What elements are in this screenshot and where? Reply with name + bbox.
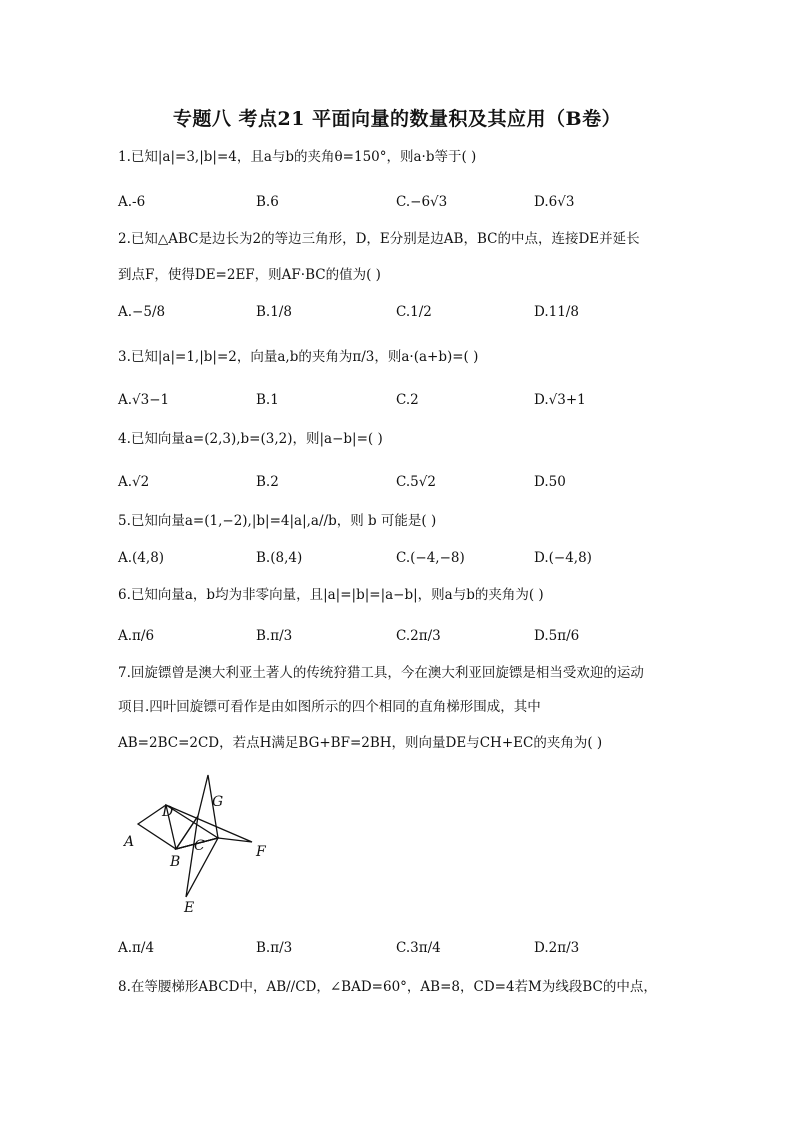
label-d: D [162,804,174,820]
label-f: F [256,844,266,860]
options-2 [118,304,678,340]
options-4 [118,474,678,510]
option-d[interactable]: D.6√3 [534,194,575,210]
option-d[interactable]: D.(−4,8) [534,550,592,566]
option-a[interactable]: A.π/4 [118,940,155,956]
option-a[interactable]: A.√2 [118,474,150,490]
option-b[interactable]: B.2 [256,474,279,490]
question-6: 6.已知向量a，b均为非零向量，且|a|=|b|=|a−b|，则a与b的夹角为( ) [118,587,544,603]
option-c[interactable]: C.2 [396,392,419,408]
question-2-line-2: 到点F，使得DE=2EF，则AF·BC的值为( ) [118,267,381,283]
question-7-line-2: 项目.四叶回旋镖可看作是由如图所示的四个相同的直角梯形围成，其中 [118,699,541,715]
options-6 [118,628,678,664]
option-b[interactable]: B.1 [256,392,279,408]
options-1 [118,194,678,230]
option-d[interactable]: D.√3+1 [534,392,586,408]
option-c[interactable]: C.3π/4 [396,940,441,956]
label-g: G [212,794,224,810]
option-b[interactable]: B.1/8 [256,304,292,320]
option-a[interactable]: A.(4,8) [118,550,165,566]
option-c[interactable]: C.−6√3 [396,194,448,210]
label-a: A [124,834,135,850]
option-b[interactable]: B.6 [256,194,279,210]
options-5 [118,550,678,586]
option-b[interactable]: B.(8,4) [256,550,303,566]
option-d[interactable]: D.11/8 [534,304,579,320]
option-a[interactable]: A.−5/8 [118,304,166,320]
label-e: E [184,900,195,916]
question-7-line-3: AB=2BC=2CD，若点H满足BG+BF=2BH，则向量DE与CH+EC的夹角为( ) [118,735,603,751]
option-c[interactable]: C.1/2 [396,304,432,320]
page-title: 专题八 考点21 平面向量的数量积及其应用（B卷） [172,108,622,130]
option-b[interactable]: B.π/3 [256,628,293,644]
option-c[interactable]: C.5√2 [396,474,436,490]
option-d[interactable]: D.5π/6 [534,628,580,644]
option-c[interactable]: C.(−4,−8) [396,550,465,566]
question-3: 3.已知|a|=1,|b|=2，向量a,b的夹角为π/3，则a·(a+b)=( ) [118,349,479,365]
question-5: 5.已知向量a=(1,−2),|b|=4|a|,a//b，则 b 可能是( ) [118,513,437,529]
question-7: 7.回旋镖曾是澳大利亚土著人的传统狩猎工具，今在澳大利亚回旋镖是相当受欢迎的运动 [118,665,644,681]
label-b: B [170,854,181,870]
option-d[interactable]: D.2π/3 [534,940,580,956]
option-a[interactable]: A.√3−1 [118,392,170,408]
option-d[interactable]: D.50 [534,474,566,490]
option-a[interactable]: A.π/6 [118,628,155,644]
question-8: 8.在等腰梯形ABCD中，AB//CD，∠BAD=60°，AB=8，CD=4若M为线段BC的中点， [118,979,657,995]
option-a[interactable]: A.-6 [118,194,146,210]
option-b[interactable]: B.π/3 [256,940,293,956]
question-2: 2.已知△ABC是边长为2的等边三角形，D，E分别是边AB，BC的中点，连接DE并延长 [118,231,640,247]
option-c[interactable]: C.2π/3 [396,628,441,644]
options-7 [118,940,678,976]
question-4: 4.已知向量a=(2,3),b=(3,2)，则|a−b|=( ) [118,431,383,447]
boomerang-figure [118,770,288,920]
question-1: 1.已知|a|=3,|b|=4，且a与b的夹角θ=150°，则a·b等于( ) [118,149,477,165]
label-c: C [194,838,205,854]
options-3 [118,392,678,428]
